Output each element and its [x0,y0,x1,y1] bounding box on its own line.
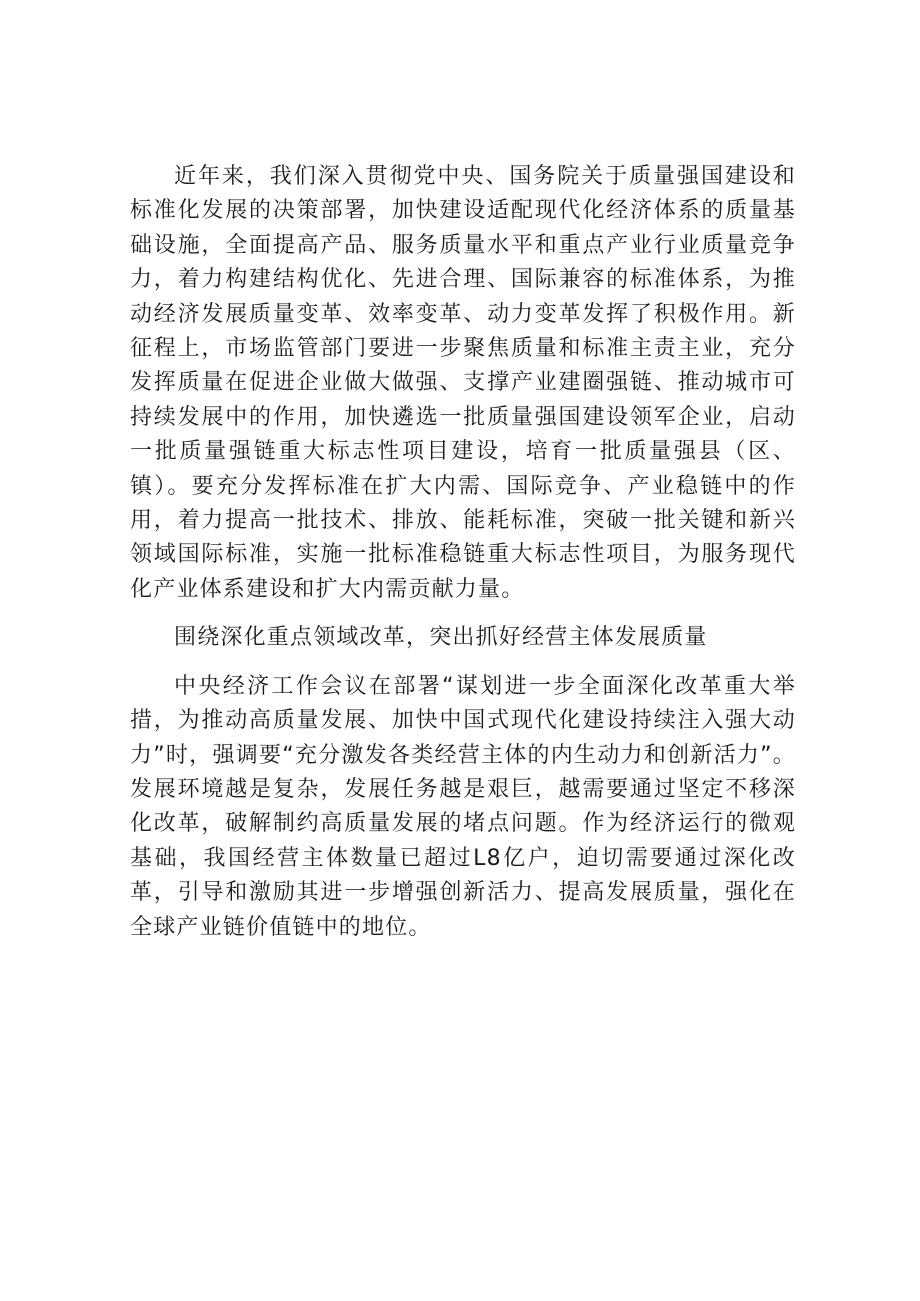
body-paragraph: 近年来，我们深入贯彻党中央、国务院关于质量强国建设和标准化发展的决策部署，加快建设适配现代化经济体系的质量基础设施，全面提高产品、服务质量水平和重点产业行业质量竞争力，着力构建结构优化、先进合理、国际兼容的标准体系，为推动经济发展质量变革、效率变革、动力变革发挥了积极作用。新征程上，市场监管部门要进一步聚焦质量和标准主责主业，充分发挥质量在促进企业做大做强、支撑产业建圈强链、推动城市可持续发展中的作用，加快遴选一批质量强国建设领军企业，启动一批质量强链重大标志性项目建设，培育一批质量强县（区、镇）。要充分发挥标准在扩大内需、国际竞争、产业稳链中的作用，着力提高一批技术、排放、能耗标准，突破一批关键和新兴领域国际标准，实施一批标准稳链重大标志性项目，为服务现代化产业体系建设和扩大内需贡献力量。 [130,164,796,602]
section-heading: 围绕深化重点领域改革，突出抓好经营主体发展质量 [174,625,708,651]
body-paragraph: 中央经济工作会议在部署“谋划进一步全面深化改革重大举措，为推动高质量发展、加快中国式现代化建设持续注入强大动力”时，强调要“充分激发各类经营主体的内生动力和创新活力”。发展环境越是复杂，发展任务越是艰巨，越需要通过坚定不移深化改革，破解制约高质量发展的堵点问题。作为经济运行的微观基础，我国经营主体数量已超过L8亿户，迫切需要通过深化改革，引导和激励其进一步增强创新活力、提高发展质量，强化在全球产业链价值链中的地位。 [130,673,796,940]
